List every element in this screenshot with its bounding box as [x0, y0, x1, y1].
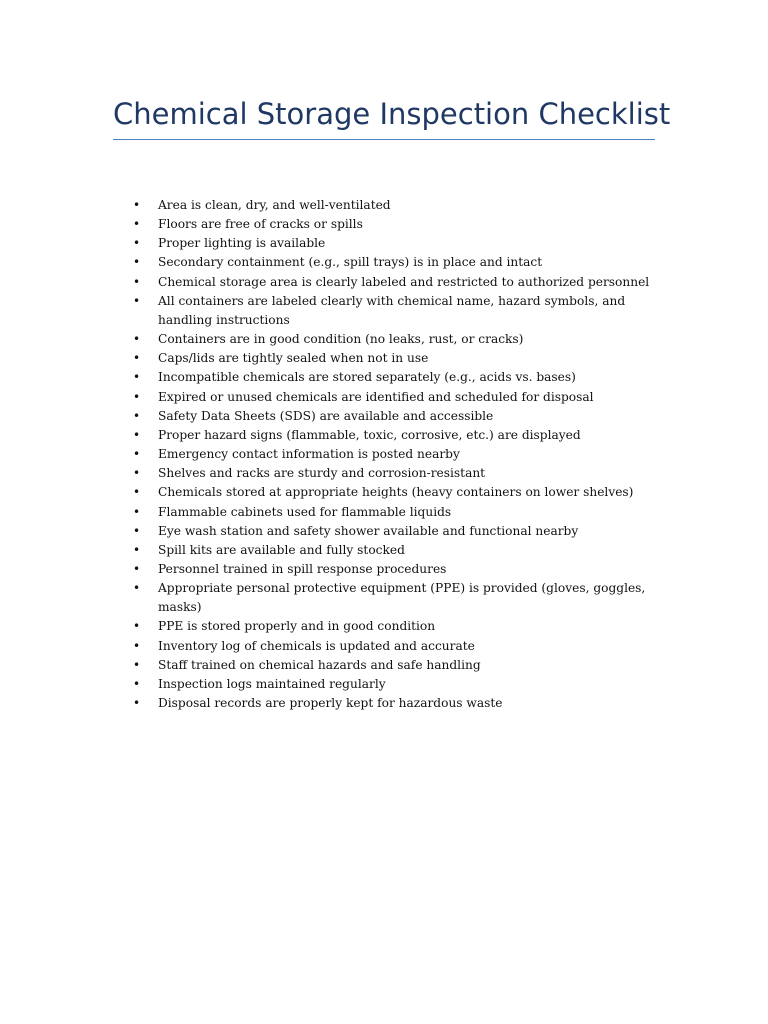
- checklist-item: [113, 637, 658, 656]
- bullet-icon: •: [133, 447, 141, 462]
- title-underline-rule: [113, 139, 655, 140]
- checklist-item: [113, 368, 658, 387]
- bullet-icon: •: [133, 408, 141, 423]
- checklist-item-text: Caps/lids are tightly sealed when not in use: [158, 351, 429, 366]
- bullet-icon: •: [133, 676, 141, 691]
- bullet-icon: •: [133, 255, 141, 270]
- bullet-icon: •: [133, 657, 141, 672]
- bullet-icon: •: [133, 274, 141, 289]
- bullet-icon: •: [133, 466, 141, 481]
- checklist-item: [113, 253, 658, 272]
- checklist-item-text: Containers are in good condition (no leaks, rust, or cracks): [158, 332, 524, 347]
- checklist-item-text: Safety Data Sheets (SDS) are available and accessible: [158, 408, 494, 423]
- bullet-icon: •: [133, 561, 141, 576]
- checklist-item-text: Area is clean, dry, and well-ventilated: [158, 198, 391, 212]
- page-title: Chemical Storage Inspection Checklist: [113, 97, 671, 131]
- checklist-item-text: Floors are free of cracks or spills: [158, 217, 363, 232]
- checklist-item: [113, 541, 658, 560]
- checklist-item: [113, 292, 658, 330]
- checklist-item-text: Inspection logs maintained regularly: [158, 676, 386, 691]
- checklist-item-text: Shelves and racks are sturdy and corrosion-resistant: [158, 466, 486, 481]
- checklist-item: [113, 483, 658, 502]
- bullet-icon: •: [133, 427, 141, 442]
- checklist-item-text: Disposal records are properly kept for hazardous waste: [158, 696, 503, 711]
- checklist-item: [113, 617, 658, 636]
- bullet-icon: •: [133, 217, 141, 232]
- bullet-icon: •: [133, 504, 141, 519]
- bullet-icon: •: [133, 198, 141, 212]
- checklist-item: [113, 215, 658, 234]
- bullet-icon: •: [133, 389, 141, 404]
- checklist-item: [113, 426, 658, 445]
- checklist-item-text: Personnel trained in spill response procedures: [158, 561, 447, 576]
- inspection-checklist: [113, 196, 658, 713]
- checklist-item: [113, 464, 658, 483]
- bullet-icon: •: [133, 485, 141, 500]
- checklist-item-text: All containers are labeled clearly with chemical name, hazard symbols, and handling instructions: [158, 293, 626, 327]
- checklist-item-text: PPE is stored properly and in good condition: [158, 619, 436, 634]
- checklist-item-text: Chemical storage area is clearly labeled and restricted to authorized personnel: [158, 274, 650, 289]
- checklist-item-text: Expired or unused chemicals are identified and scheduled for disposal: [158, 389, 594, 404]
- checklist-item-text: Proper lighting is available: [158, 236, 326, 251]
- checklist-item-text: Eye wash station and safety shower available and functional nearby: [158, 523, 579, 538]
- checklist-item-text: Chemicals stored at appropriate heights (heavy containers on lower shelves): [158, 485, 634, 500]
- bullet-icon: •: [133, 523, 141, 538]
- checklist-item: [113, 196, 658, 215]
- checklist-item: [113, 656, 658, 675]
- checklist-item: [113, 579, 658, 617]
- bullet-icon: •: [133, 542, 141, 557]
- bullet-icon: •: [133, 581, 141, 596]
- checklist-item-text: Flammable cabinets used for flammable liquids: [158, 504, 452, 519]
- checklist-item: [113, 234, 658, 253]
- checklist-item-text: Proper hazard signs (flammable, toxic, corrosive, etc.) are displayed: [158, 427, 581, 442]
- bullet-icon: •: [133, 236, 141, 251]
- bullet-icon: •: [133, 351, 141, 366]
- checklist-item: [113, 503, 658, 522]
- checklist-item: [113, 675, 658, 694]
- bullet-icon: •: [133, 293, 141, 308]
- checklist-item: [113, 522, 658, 541]
- checklist-item: [113, 349, 658, 368]
- checklist-item: [113, 445, 658, 464]
- bullet-icon: •: [133, 370, 141, 385]
- checklist-item: [113, 273, 658, 292]
- checklist-item: [113, 330, 658, 349]
- checklist-item-text: Incompatible chemicals are stored separately (e.g., acids vs. bases): [158, 370, 576, 385]
- bullet-icon: •: [133, 638, 141, 653]
- checklist-item: [113, 388, 658, 407]
- checklist-item: [113, 407, 658, 426]
- bullet-icon: •: [133, 619, 141, 634]
- bullet-icon: •: [133, 696, 141, 711]
- checklist-item-text: Emergency contact information is posted nearby: [158, 447, 460, 462]
- checklist-item-text: Staff trained on chemical hazards and safe handling: [158, 657, 481, 672]
- checklist-item-text: Inventory log of chemicals is updated and accurate: [158, 638, 475, 653]
- checklist-item: [113, 560, 658, 579]
- bullet-icon: •: [133, 332, 141, 347]
- checklist-item-text: Spill kits are available and fully stocked: [158, 542, 405, 557]
- checklist-item: [113, 694, 658, 713]
- checklist-item-text: Secondary containment (e.g., spill trays) is in place and intact: [158, 255, 543, 270]
- checklist-item-text: Appropriate personal protective equipment (PPE) is provided (gloves, goggles, masks): [158, 581, 646, 615]
